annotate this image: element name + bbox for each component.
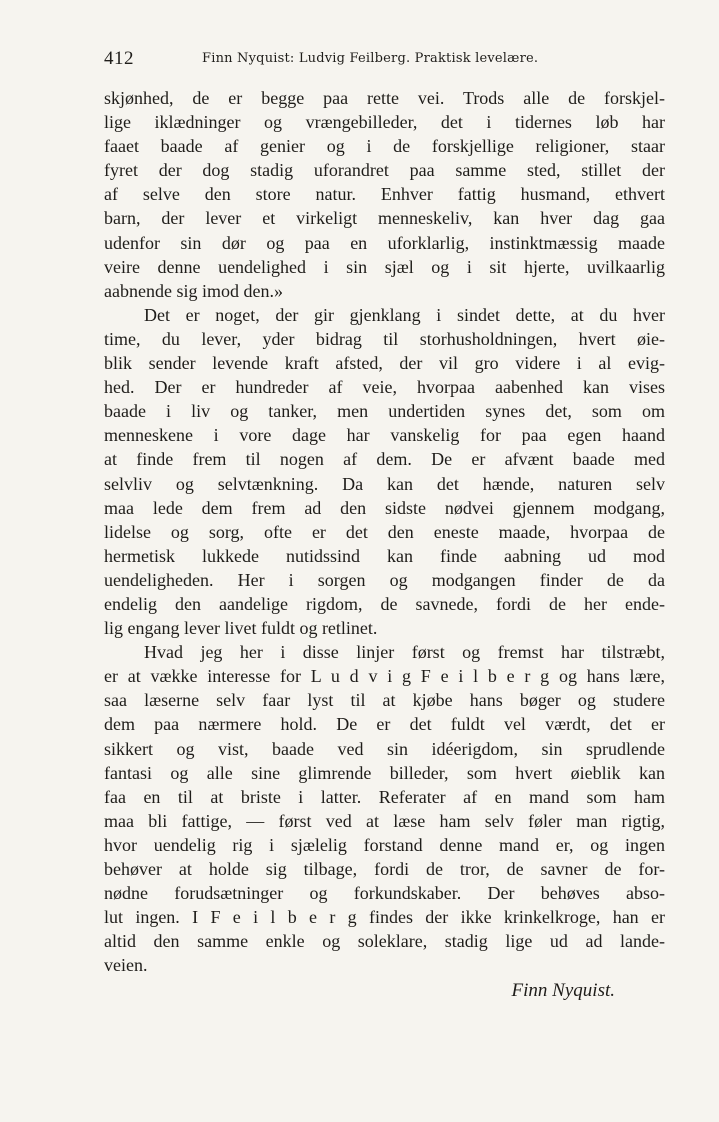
text-line: altid den samme enkle og soleklare, stadig lige ud ad lande-: [104, 931, 665, 952]
text-line: veire denne uendelighed i sin sjæl og i sit hjerte, uvilkaarlig: [104, 256, 665, 277]
text-line: udenfor sin dør og paa en uforklarlig, instinktmæssig maade: [104, 232, 665, 253]
text-line: faa en til at briste i latter. Referater af en mand som ham: [104, 786, 665, 807]
text-line: hvor uendelig rig i sjælelig forstand denne mand er, og ingen: [104, 834, 665, 855]
text-line: Hvad jeg her i disse linjer først og fremst har tilstræbt,: [144, 642, 665, 663]
text-line: faaet baade af genier og i de forskjellige religioner, staar: [104, 136, 665, 157]
text-line: fantasi og alle sine glimrende billeder, som hvert øieblik kan: [104, 762, 665, 783]
text-line: aabnende sig imod den.»: [104, 280, 283, 301]
text-line: veien.: [104, 955, 148, 976]
text-line: maa lede dem frem ad den sidste nødvei gjennem modgang,: [104, 497, 665, 518]
text-line: lig engang lever livet fuldt og retlinet.: [104, 618, 378, 639]
text-line: uendeligheden. Her i sorgen og modgangen finder de da: [104, 569, 665, 590]
text-line: nødne forudsætninger og forkundskaber. Der behøves abso-: [104, 883, 665, 904]
text-line: time, du lever, yder bidrag til storhusholdningen, hvert øie-: [104, 328, 665, 349]
text-line: selvliv og selvtænkning. Da kan det hænde, naturen selv: [104, 473, 665, 494]
text-line: Det er noget, der gir gjenklang i sindet dette, at du hver: [144, 304, 665, 325]
text-line: maa bli fattige, — først ved at læse ham selv føler man rigtig,: [104, 810, 665, 831]
text-line: baade i liv og tanker, men undertiden synes det, som om: [104, 401, 665, 422]
text-line: hed. Der er hundreder af veie, hvorpaa aabenhed kan vises: [104, 377, 665, 398]
text-line: lidelse og sorg, ofte er det den eneste maade, hvorpaa de: [104, 521, 665, 542]
text-line: dem paa nærmere hold. De er det fuldt vel værdt, det er: [104, 714, 665, 735]
text-line: barn, der lever et virkeligt menneskeliv, kan hver dag gaa: [104, 208, 665, 229]
text-line: blik sender levende kraft afsted, der vil gro videre i al evig-: [104, 353, 665, 374]
body-text: [104, 86, 665, 1005]
text-line: saa læserne selv faar lyst til at kjøbe hans bøger og studere: [104, 690, 665, 711]
text-line: behøver at holde sig tilbage, fordi de tror, de savner de for-: [104, 859, 665, 879]
text-line: lige iklædninger og vrængebilleder, det i tidernes løb har: [104, 112, 665, 133]
running-title: Finn Nyquist: Ludvig Feilberg. Praktisk levelære.: [202, 51, 539, 66]
text-line: skjønhed, de er begge paa rette vei. Trods alle de forskjel-: [104, 88, 665, 108]
text-line: er at vække interesse for L u d v i g F e i l b e r g og hans lære,: [104, 666, 665, 687]
text-line: fyret der dog stadig uforandret paa samme sted, stillet der: [104, 160, 665, 181]
page-header: [104, 46, 664, 72]
text-line: sikkert og vist, baade ved sin idéerigdom, sin sprudlende: [104, 738, 665, 759]
author-signature: Finn Nyquist.: [511, 980, 615, 1002]
text-line: menneskene i vore dage har vanskelig for paa egen haand: [104, 425, 665, 446]
text-line: endelig den aandelige rigdom, de savnede, fordi de her ende-: [104, 593, 665, 614]
text-line: lut ingen. I F e i l b e r g findes der ikke krinkelkroge, han er: [104, 907, 665, 928]
text-line: hermetisk lukkede nutidssind kan finde aabning ud mod: [104, 545, 665, 566]
page-number: 412: [104, 48, 134, 69]
text-line: at finde frem til nogen af dem. De er afvænt baade med: [104, 449, 665, 470]
text-line: af selve den store natur. Enhver fattig husmand, ethvert: [104, 184, 665, 205]
